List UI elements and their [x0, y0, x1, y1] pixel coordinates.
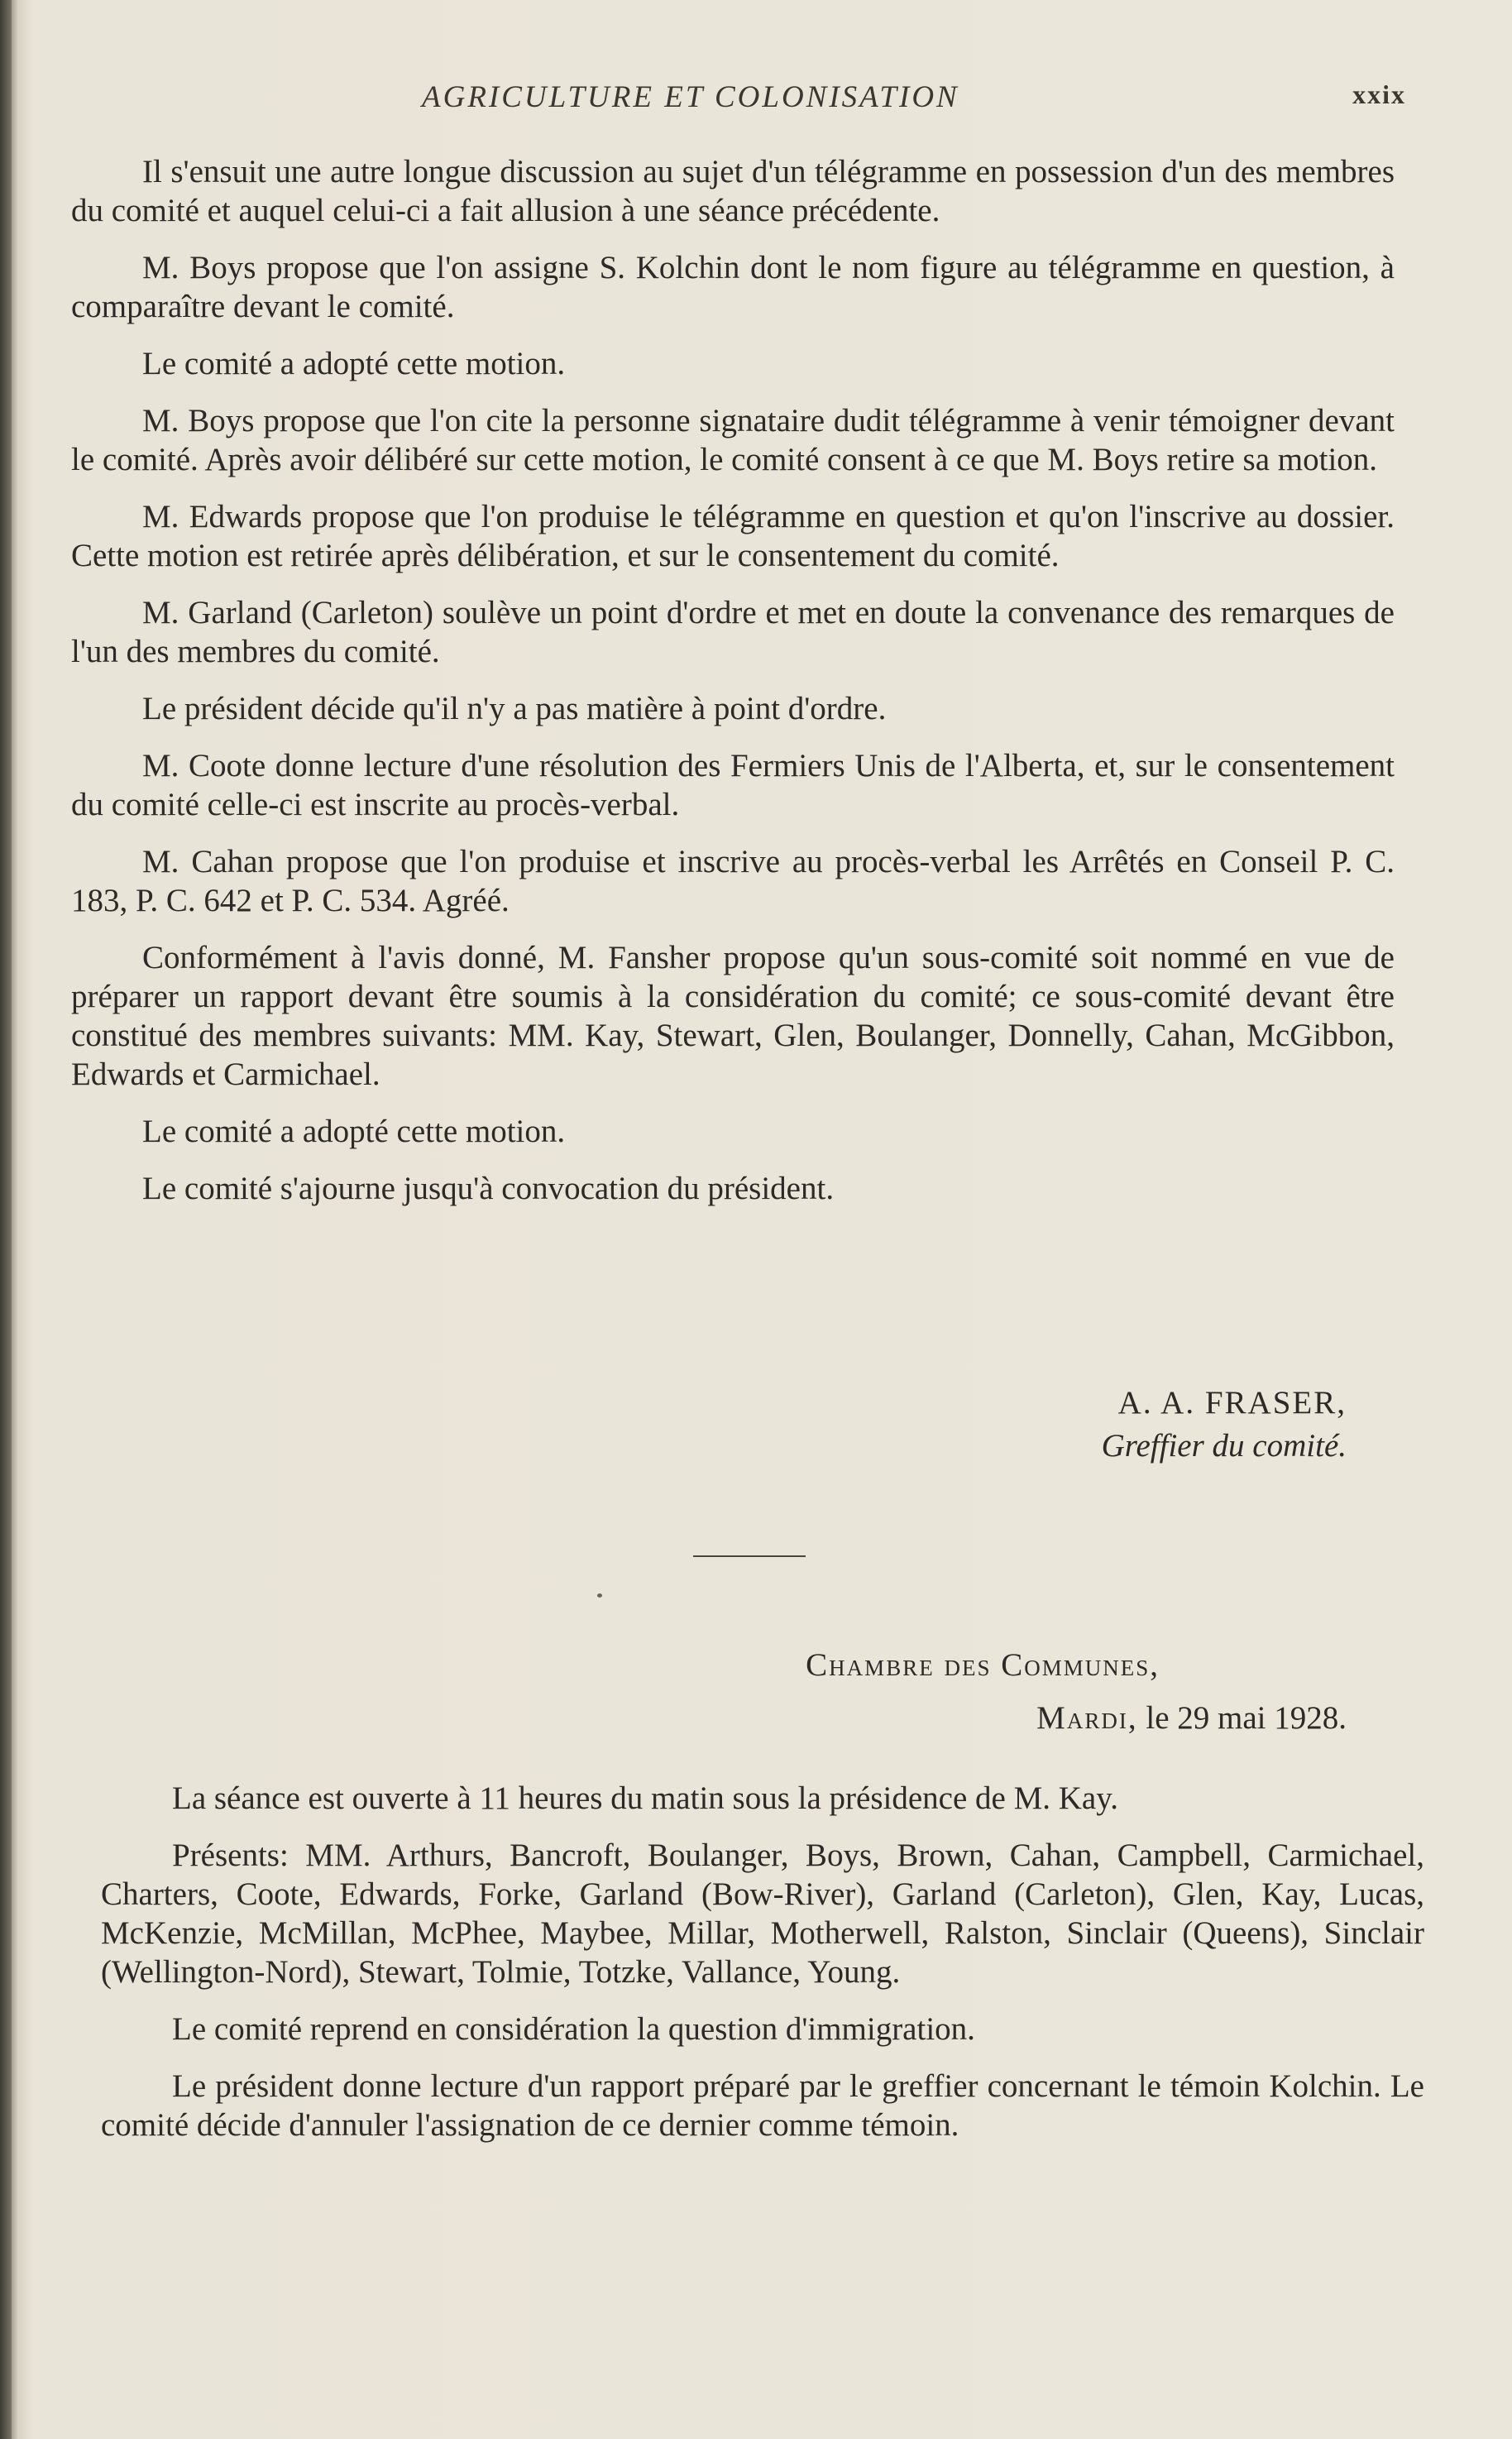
chamber-heading: Chambre des Communes,: [806, 1647, 1160, 1683]
paragraph: Le président donne lecture d'un rapport préparé par le greffier concernant le témoin Kolchin. Le comité décide d'annuler l'assignation de ce dernier comme témoin.: [101, 2068, 1424, 2143]
paragraph: Le comité a adopté cette motion.: [142, 346, 566, 381]
paragraph: M. Boys propose que l'on assigne S. Kolchin dont le nom figure au télégramme en question, à comparaître devant le comité.: [71, 250, 1395, 324]
paragraph: M. Cahan propose que l'on produise et inscrive au procès-verbal les Arrêtés en Conseil P. C. 183, P. C. 642 et P. C. 534. Agréé.: [71, 844, 1395, 918]
paragraph: M. Edwards propose que l'on produise le télégramme en question et qu'on l'inscrive au dossier. Cette motion est retirée après délibération, et sur le consentement du comité.: [71, 499, 1395, 573]
paragraph: Le comité s'ajourne jusqu'à convocation du président.: [142, 1171, 835, 1206]
paragraph: Il s'ensuit une autre longue discussion au sujet d'un télégramme en possession d'un des membres du comité et auquel celui-ci a fait allusion à une séance précédente.: [71, 154, 1395, 228]
section-divider: [693, 1555, 806, 1557]
signature-block: [1102, 1382, 1347, 1468]
book-spine-shadow: [0, 0, 12, 2439]
session-day: Mardi,: [1036, 1700, 1138, 1736]
paragraph: Le comité a adopté cette motion.: [142, 1114, 566, 1149]
paragraph: Le comité reprend en considération la question d'immigration.: [172, 2011, 975, 2047]
paragraph: Le président décide qu'il n'y a pas matière à point d'ordre.: [142, 691, 887, 726]
session-date: [1036, 1699, 1347, 1737]
signature-name: A. A. FRASER,: [1117, 1385, 1347, 1421]
minutes-top-section: [71, 152, 1395, 1226]
print-speck: [597, 1593, 602, 1598]
paragraph: La séance est ouverte à 11 heures du matin sous la présidence de M. Kay.: [172, 1780, 1118, 1816]
page-number: xxix: [1352, 79, 1406, 109]
signature-role: Greffier du comité.: [1101, 1428, 1347, 1464]
paragraph: Conformément à l'avis donné, M. Fansher propose qu'un sous-comité soit nommé en vue de préparer un rapport devant être soumis à la considération du comité; ce sous-comité devant être constitué des membres suivants: MM. Kay, Stewart, Glen, Boulanger, Donnelly, Cahan, McGibbon, Edwards et Carmichael.: [71, 940, 1395, 1092]
paragraph: M. Garland (Carleton) soulève un point d'ordre et met en doute la convenance des remarques de l'un des membres du comité.: [71, 595, 1395, 669]
paragraph: Présents: MM. Arthurs, Bancroft, Boulanger, Boys, Brown, Cahan, Campbell, Carmichael, Charters, Coote, Edwards, Forke, Garland (Bow-River), Garland (Carleton), Glen, Kay, Lucas, McKenzie, McMillan, McPhee, Maybee, Millar, Motherwell, Ralston, Sinclair (Queens), Sinclair (Wellington-Nord), Stewart, Tolmie, Totzke, Vallance, Young.: [101, 1838, 1424, 1990]
session-date-text: le 29 mai 1928.: [1146, 1700, 1347, 1736]
minutes-bottom-section: [101, 1779, 1424, 2163]
paragraph: M. Boys propose que l'on cite la personne signataire dudit télégramme à venir témoigner devant le comité. Après avoir délibéré sur cette motion, le comité consent à ce que M. Boys retire sa motion.: [71, 403, 1395, 477]
page-header: [66, 79, 1406, 121]
running-title: AGRICULTURE ET COLONISATION: [422, 80, 959, 114]
paragraph: M. Coote donne lecture d'une résolution des Fermiers Unis de l'Alberta, et, sur le consentement du comité celle-ci est inscrite au procès-verbal.: [71, 748, 1395, 822]
